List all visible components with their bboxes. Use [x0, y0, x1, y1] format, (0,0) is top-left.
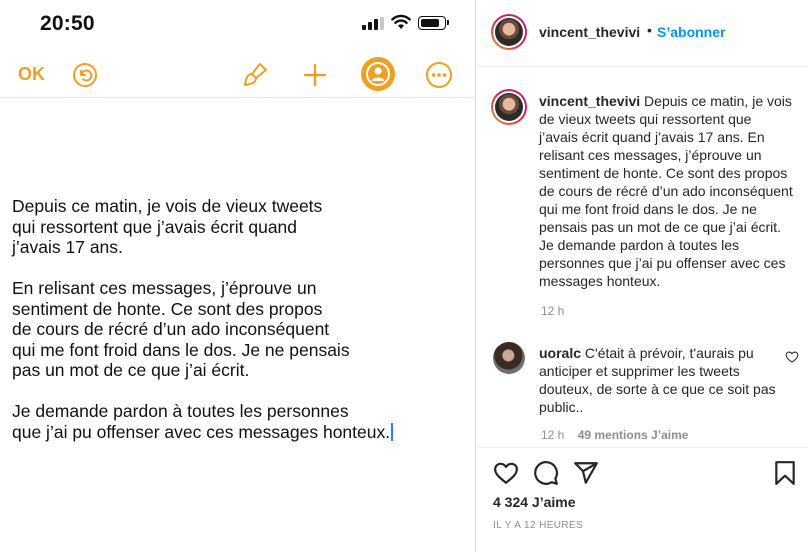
- plus-icon[interactable]: [300, 60, 330, 90]
- note-text[interactable]: [12, 196, 462, 463]
- more-icon[interactable]: [424, 60, 454, 90]
- comment-time[interactable]: 12 h: [541, 428, 565, 442]
- note-paragraph: Depuis ce matin, je vois de vieux tweets qui ressortent que j’avais écrit quand j’avais 17 ans.: [12, 196, 323, 257]
- post-caption: [539, 92, 794, 290]
- text-cursor: [391, 423, 393, 441]
- comment-icon[interactable]: [533, 460, 559, 486]
- commenter-avatar[interactable]: [493, 342, 525, 374]
- cellular-signal-icon: [362, 17, 384, 30]
- caption-username[interactable]: vincent_thevivi: [539, 93, 641, 109]
- comment-username[interactable]: uoralc: [539, 345, 582, 361]
- post-header: [477, 0, 808, 67]
- likes-count[interactable]: 4 324 J’aime: [493, 494, 576, 510]
- author-username[interactable]: vincent_thevivi: [539, 24, 641, 40]
- post-age[interactable]: IL Y A 12 HEURES: [493, 520, 584, 531]
- follow-button[interactable]: S’abonner: [657, 24, 726, 40]
- wifi-icon: [391, 14, 411, 30]
- caption-avatar[interactable]: [491, 89, 527, 125]
- comment-likes[interactable]: 49 mentions J’aime: [577, 428, 689, 442]
- note-paragraph: [12, 401, 462, 442]
- instagram-post-panel: [477, 0, 808, 552]
- comment-like-heart-icon[interactable]: [785, 350, 799, 364]
- caption-time[interactable]: 12 h: [541, 304, 565, 318]
- battery-level: [421, 19, 440, 27]
- status-time: 20:50: [40, 12, 95, 35]
- caption-text: Depuis ce matin, je vois de vieux tweets qui ressortent que j’avais écrit quand j’avais 17 ans. En relisant ces messages, j’éprouve un sentiment de honte. Ce sont des propos de cours de récré d’un ado inconséquent qui me font froid dans le dos. Je ne pensais pas un mot de ce que j’ai écrit. Je demande pardon à toutes les personnes que j’ai pu offenser avec ces messages honteux.: [539, 93, 793, 289]
- ok-button[interactable]: OK: [18, 64, 45, 84]
- markup-brush-icon[interactable]: [240, 60, 270, 90]
- comment-meta: [541, 428, 688, 442]
- share-icon[interactable]: [573, 460, 599, 486]
- note-paragraph-text: Je demande pardon à toutes les personnes que j’ai pu offenser avec ces messages honteux.: [12, 401, 391, 442]
- battery-icon: [418, 16, 446, 30]
- notes-toolbar: [0, 52, 476, 98]
- comment: [539, 344, 779, 416]
- undo-icon[interactable]: [70, 60, 100, 90]
- status-bar: [0, 0, 476, 50]
- separator-dot: •: [647, 22, 652, 38]
- comment-text: C'était à prévoir, t'aurais pu anticiper et supprimer les tweets douteux, de sorte à ce que ce soit pas public..: [539, 345, 776, 415]
- avatar[interactable]: [491, 14, 527, 50]
- collaborate-person-icon[interactable]: [360, 56, 396, 92]
- heart-icon[interactable]: [493, 460, 519, 486]
- note-paragraph: En relisant ces messages, j’éprouve un sentiment de honte. Ce sont des propos de cours de récré d’un ado inconséquent qui me font froid dans le dos. Je ne pensais pas un mot de ce que j’ai écrit.: [12, 278, 350, 380]
- bookmark-icon[interactable]: [772, 460, 798, 486]
- post-actions: [477, 447, 808, 551]
